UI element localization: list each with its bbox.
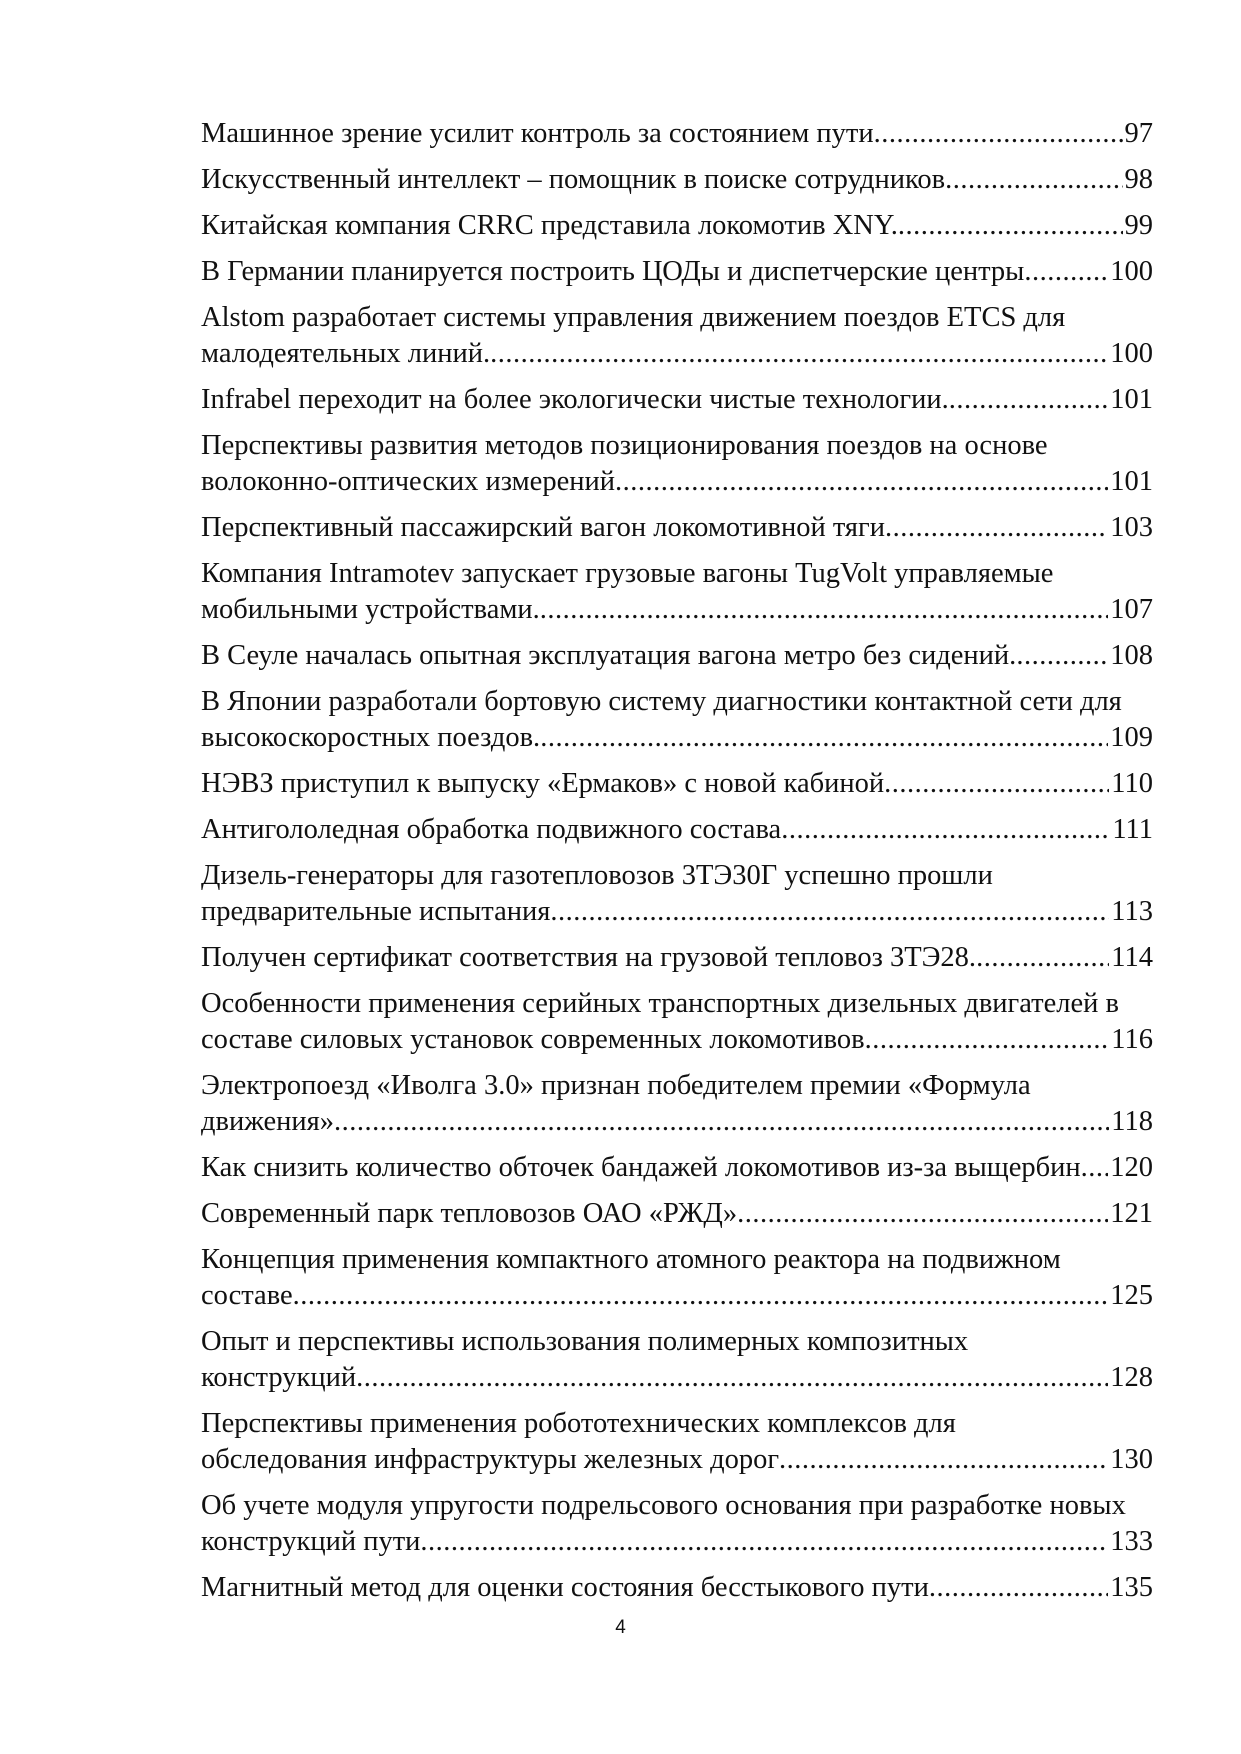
dot-leader bbox=[885, 510, 1108, 546]
toc-entry-last-line bbox=[201, 1022, 1153, 1058]
dot-leader bbox=[779, 1442, 1108, 1478]
toc-entry-title-line: обследования инфраструктуры железных дорог bbox=[201, 1444, 780, 1475]
toc-entry-last-line bbox=[201, 208, 1153, 244]
toc-entry-page-number: 99 bbox=[1124, 210, 1153, 241]
dot-leader bbox=[334, 1104, 1109, 1140]
toc-entry-last-line bbox=[201, 1360, 1153, 1396]
toc-entry-last-line bbox=[201, 766, 1153, 802]
toc-entry-last-line bbox=[201, 940, 1153, 976]
dot-leader bbox=[1081, 1150, 1109, 1186]
toc-entry-last-line bbox=[201, 1104, 1153, 1140]
toc-entry-title-line: Перспективный пассажирский вагон локомотивной тяги bbox=[201, 512, 885, 543]
toc-entry-page-number: 118 bbox=[1111, 1106, 1153, 1137]
toc-entry bbox=[201, 1324, 1153, 1396]
toc-entry bbox=[201, 254, 1153, 290]
toc-entry bbox=[201, 1570, 1153, 1606]
dot-leader bbox=[874, 116, 1123, 152]
toc-entry-last-line bbox=[201, 720, 1153, 756]
dot-leader bbox=[293, 1278, 1109, 1314]
toc-entry bbox=[201, 510, 1153, 546]
toc-entry-page-number: 111 bbox=[1112, 814, 1153, 845]
toc-entry-last-line bbox=[201, 162, 1153, 198]
dot-leader bbox=[884, 766, 1109, 802]
toc-entry-title-line: НЭВЗ приступил к выпуску «Ермаков» с новой кабиной bbox=[201, 768, 885, 799]
toc-entry-last-line bbox=[201, 116, 1153, 152]
toc-entry bbox=[201, 1150, 1153, 1186]
toc-entry-last-line bbox=[201, 254, 1153, 290]
toc-entry bbox=[201, 858, 1153, 930]
toc-entry-title-line: Опыт и перспективы использования полимерных композитных bbox=[201, 1326, 969, 1357]
toc-entry-title-line: В Сеуле началась опытная эксплуатация вагона метро без сидений. bbox=[201, 640, 1017, 671]
toc-entry-title-line: Особенности применения серийных транспортных дизельных двигателей в bbox=[201, 988, 1119, 1019]
toc-entry bbox=[201, 1488, 1153, 1560]
toc-entry-title-line: Infrabel переходит на более экологически чистые технологии. bbox=[201, 384, 949, 415]
toc-entry-page-number: 121 bbox=[1110, 1198, 1153, 1229]
dot-leader bbox=[490, 336, 1108, 372]
toc-entry-title-line: движения» bbox=[201, 1106, 335, 1137]
toc-entry-page-number: 135 bbox=[1110, 1572, 1153, 1603]
toc-entry-title-line: волоконно-оптических измерений bbox=[201, 466, 615, 497]
toc-entry bbox=[201, 940, 1153, 976]
toc-entry-title-line: Антигололедная обработка подвижного состава bbox=[201, 814, 782, 845]
dot-leader bbox=[945, 162, 1122, 198]
toc-entry-last-line bbox=[201, 1278, 1153, 1314]
toc-entry-page-number: 120 bbox=[1110, 1152, 1153, 1183]
toc-entry-title-line: предварительные испытания bbox=[201, 896, 551, 927]
dot-leader bbox=[929, 1570, 1108, 1606]
toc-entry-page-number: 128 bbox=[1110, 1362, 1153, 1393]
toc-entry-last-line bbox=[201, 1524, 1153, 1560]
toc-entry-page-number: 114 bbox=[1111, 942, 1153, 973]
toc-entry-last-line bbox=[201, 1196, 1153, 1232]
dot-leader bbox=[420, 1524, 1108, 1560]
toc-entry-title-line: составе bbox=[201, 1280, 293, 1311]
toc-entry-last-line bbox=[201, 894, 1153, 930]
toc-entry-last-line bbox=[201, 638, 1153, 674]
table-of-contents bbox=[201, 116, 1153, 1616]
toc-entry-title-line: Перспективы развития методов позиционирования поездов на основе bbox=[201, 430, 1048, 461]
toc-entry-title-line: Концепция применения компактного атомного реактора на подвижном bbox=[201, 1244, 1061, 1275]
toc-entry-title-line: Искусственный интеллект – помощник в поиске сотрудников bbox=[201, 164, 946, 195]
toc-entry-last-line bbox=[201, 464, 1153, 500]
dot-leader bbox=[540, 720, 1108, 756]
toc-entry-title-line: высокоскоростных поездов. bbox=[201, 722, 541, 753]
toc-entry bbox=[201, 1068, 1153, 1140]
toc-entry-title-line: Китайская компания CRRC представила локомотив XNY. bbox=[201, 210, 898, 241]
dot-leader bbox=[781, 812, 1110, 848]
toc-entry-title-line: конструкций bbox=[201, 1362, 357, 1393]
toc-entry-page-number: 103 bbox=[1110, 512, 1153, 543]
toc-entry bbox=[201, 428, 1153, 500]
toc-entry bbox=[201, 162, 1153, 198]
toc-entry-page-number: 101 bbox=[1110, 384, 1153, 415]
dot-leader bbox=[1016, 638, 1108, 674]
toc-entry-title-line: Современный парк тепловозов ОАО «РЖД» bbox=[201, 1198, 738, 1229]
dot-leader bbox=[356, 1360, 1108, 1396]
toc-entry-page-number: 125 bbox=[1110, 1280, 1153, 1311]
toc-entry-last-line bbox=[201, 812, 1153, 848]
toc-entry-title-line: Электропоезд «Иволга 3.0» признан победителем премии «Формула bbox=[201, 1070, 1031, 1101]
toc-entry-title-line: Об учете модуля упругости подрельсового основания при разработке новых bbox=[201, 1490, 1126, 1521]
dot-leader bbox=[949, 382, 1109, 418]
toc-entry-title-line: Магнитный метод для оценки состояния бесстыкового пути bbox=[201, 1572, 929, 1603]
toc-entry-last-line bbox=[201, 592, 1153, 628]
toc-entry-page-number: 101 bbox=[1110, 466, 1153, 497]
toc-entry bbox=[201, 766, 1153, 802]
toc-entry-last-line bbox=[201, 1442, 1153, 1478]
page-number: 4 bbox=[615, 1617, 626, 1638]
toc-entry-title-line: конструкций пути bbox=[201, 1526, 421, 1557]
dot-leader bbox=[976, 940, 1109, 976]
toc-entry-page-number: 109 bbox=[1110, 722, 1153, 753]
toc-entry-title-line: Как снизить количество обточек бандажей локомотивов из-за выщербин bbox=[201, 1152, 1081, 1183]
toc-entry-page-number: 130 bbox=[1110, 1444, 1153, 1475]
toc-entry-title-line: мобильными устройствами. bbox=[201, 594, 540, 625]
toc-entry-page-number: 100 bbox=[1110, 338, 1153, 369]
toc-entry-last-line bbox=[201, 1570, 1153, 1606]
toc-entry bbox=[201, 1196, 1153, 1232]
toc-entry-title-line: Дизель-генераторы для газотепловозов 3ТЭ30Г успешно прошли bbox=[201, 860, 993, 891]
toc-entry-title-line: Получен сертификат соответствия на грузовой тепловоз 3ТЭ28. bbox=[201, 942, 977, 973]
toc-entry bbox=[201, 1242, 1153, 1314]
toc-entry bbox=[201, 1406, 1153, 1478]
toc-entry bbox=[201, 638, 1153, 674]
toc-entry-title-line: Перспективы применения робототехнических комплексов для bbox=[201, 1408, 956, 1439]
toc-entry-page-number: 116 bbox=[1111, 1024, 1153, 1055]
dot-leader bbox=[737, 1196, 1108, 1232]
toc-entry-title-line: Компания Intramotev запускает грузовые вагоны TugVolt управляемые bbox=[201, 558, 1054, 589]
dot-leader bbox=[865, 1022, 1110, 1058]
toc-entry-last-line bbox=[201, 336, 1153, 372]
toc-entry bbox=[201, 986, 1153, 1058]
toc-entry-page-number: 113 bbox=[1111, 896, 1153, 927]
toc-entry bbox=[201, 116, 1153, 152]
dot-leader bbox=[898, 208, 1123, 244]
toc-entry-page-number: 108 bbox=[1110, 640, 1153, 671]
toc-entry-page-number: 100 bbox=[1110, 256, 1153, 287]
toc-entry-title-line: составе силовых установок современных локомотивов bbox=[201, 1024, 865, 1055]
toc-entry-title-line: малодеятельных линий. bbox=[201, 338, 491, 369]
toc-entry-last-line bbox=[201, 1150, 1153, 1186]
toc-entry-title-line: В Германии планируется построить ЦОДы и диспетчерские центры bbox=[201, 256, 1025, 287]
toc-entry bbox=[201, 300, 1153, 372]
toc-entry bbox=[201, 208, 1153, 244]
dot-leader bbox=[550, 894, 1109, 930]
dot-leader bbox=[1024, 254, 1108, 290]
dot-leader bbox=[615, 464, 1108, 500]
toc-entry-title-line: Alstom разработает системы управления движением поездов ETCS для bbox=[201, 302, 1066, 333]
toc-entry-page-number: 133 bbox=[1110, 1526, 1153, 1557]
toc-entry-page-number: 98 bbox=[1124, 164, 1153, 195]
toc-entry bbox=[201, 812, 1153, 848]
toc-entry-last-line bbox=[201, 382, 1153, 418]
toc-entry-page-number: 97 bbox=[1124, 118, 1153, 149]
dot-leader bbox=[540, 592, 1108, 628]
toc-entry-page-number: 110 bbox=[1111, 768, 1153, 799]
toc-entry-title-line: В Японии разработали бортовую систему диагностики контактной сети для bbox=[201, 686, 1122, 717]
toc-entry bbox=[201, 556, 1153, 628]
toc-entry-page-number: 107 bbox=[1110, 594, 1153, 625]
toc-entry-title-line: Машинное зрение усилит контроль за состоянием пути bbox=[201, 118, 874, 149]
toc-entry bbox=[201, 382, 1153, 418]
toc-entry-last-line bbox=[201, 510, 1153, 546]
toc-entry bbox=[201, 684, 1153, 756]
